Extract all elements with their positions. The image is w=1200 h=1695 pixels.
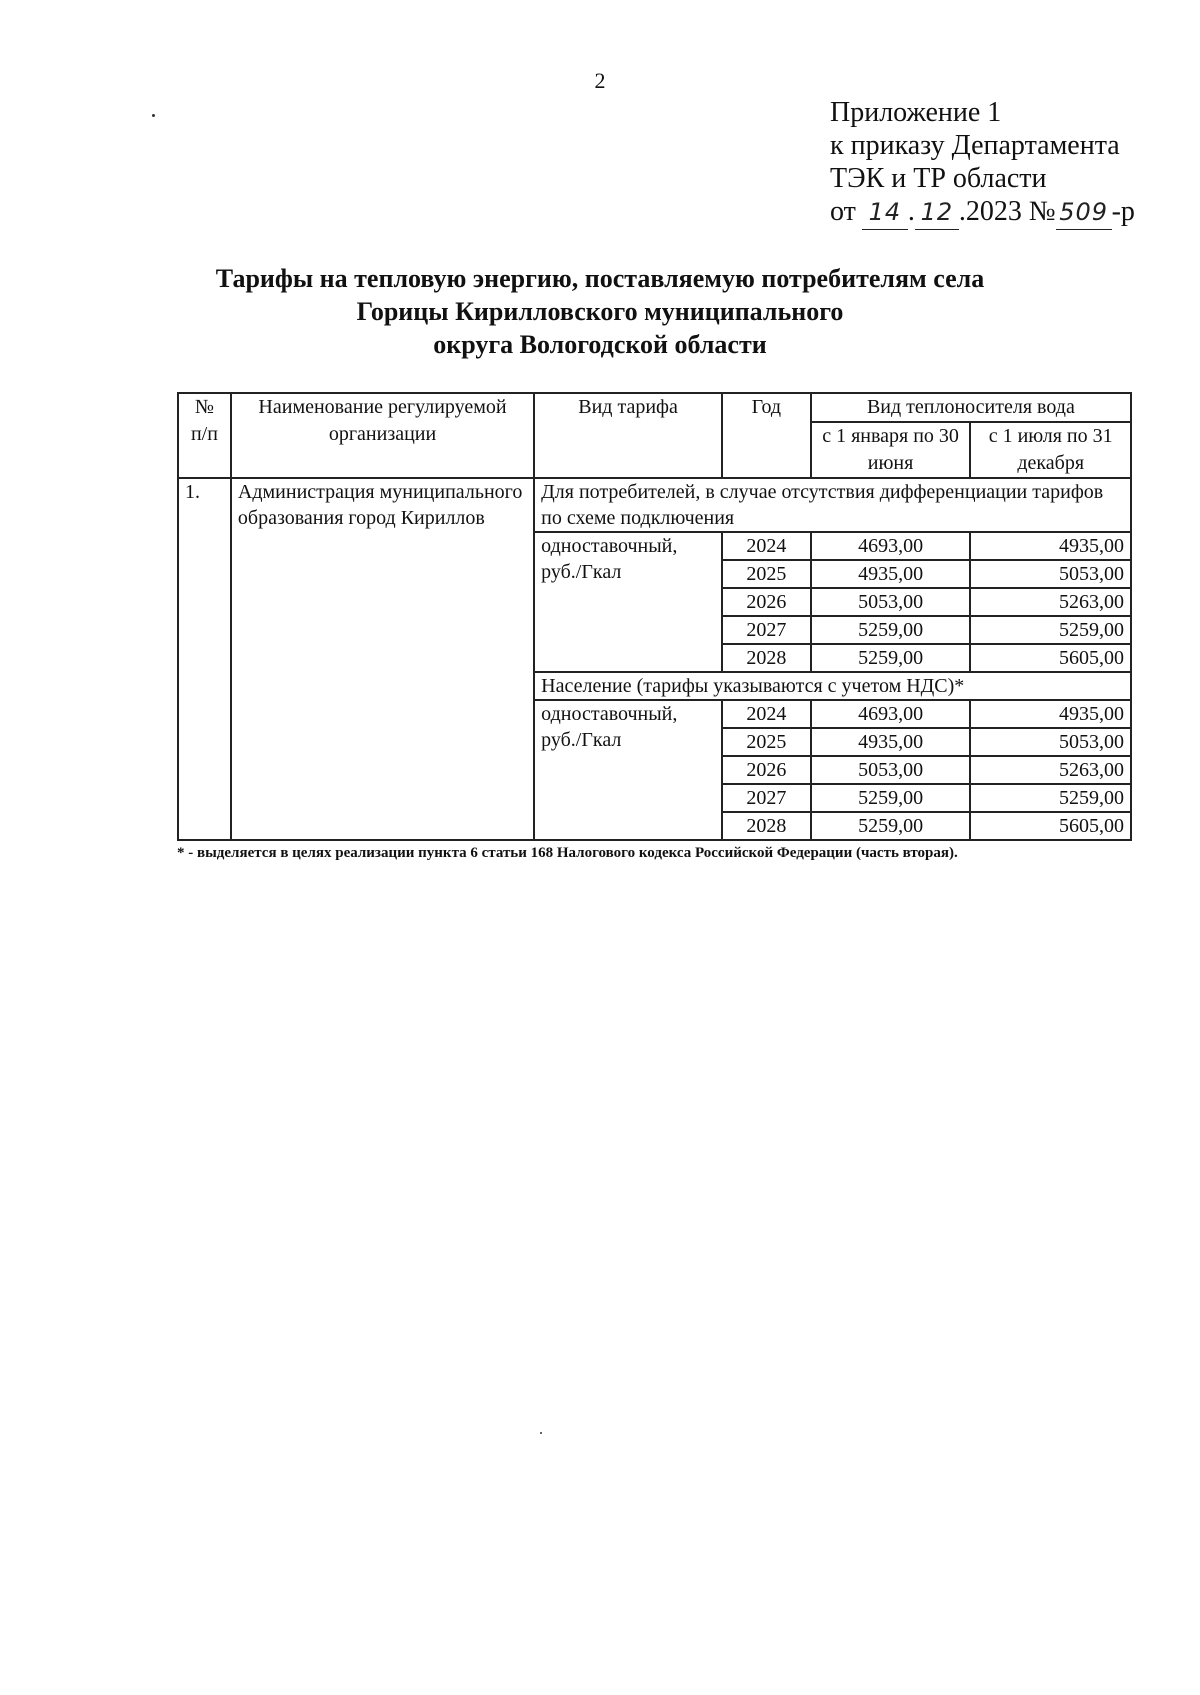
tariff-h1-cell: 5259,00 — [811, 812, 971, 840]
header-num: № п/п — [178, 393, 231, 478]
title-line-3: округа Вологодской области — [433, 330, 767, 359]
date-separator: . — [907, 196, 915, 227]
date-year: .2023 — [958, 196, 1022, 227]
year-cell: 2025 — [722, 728, 811, 756]
document-title — [140, 262, 1060, 361]
group1-title-row — [178, 478, 1131, 532]
year-cell: 2027 — [722, 784, 811, 812]
header-heat-carrier: Вид теплоносителя вода — [811, 393, 1131, 422]
appendix-line-2: к приказу Департамента — [830, 130, 1120, 161]
tariff-h1-cell: 4693,00 — [811, 532, 971, 560]
group2-title: Население (тарифы указываются с учетом НДС)* — [534, 672, 1131, 700]
year-cell: 2024 — [722, 532, 811, 560]
tariff-h1-cell: 5259,00 — [811, 644, 971, 672]
date-prefix: от — [830, 196, 856, 227]
handwritten-month: 12 — [915, 196, 959, 230]
footnote: * - выделяется в целях реализации пункта 6 статьи 168 Налогового кодекса Российской Федерации (часть вторая). — [177, 845, 958, 861]
scan-speck — [540, 1432, 542, 1434]
appendix-date-line — [830, 195, 1135, 230]
year-cell: 2026 — [722, 588, 811, 616]
handwritten-number: 509 — [1056, 196, 1112, 230]
organization-name: Администрация муниципального образования город Кириллов — [231, 478, 534, 840]
appendix-header — [830, 96, 1135, 230]
tariff-h2-cell: 5263,00 — [970, 588, 1131, 616]
tariff-h1-cell: 4935,00 — [811, 560, 971, 588]
header-period-1: с 1 января по 30 июня — [811, 422, 971, 478]
year-cell: 2027 — [722, 616, 811, 644]
group1-title: Для потребителей, в случае отсутствия дифференциации тарифов по схеме подключения — [534, 478, 1131, 532]
title-line-2: Горицы Кирилловского муниципального — [356, 297, 844, 326]
tariff-h1-cell: 4693,00 — [811, 700, 971, 728]
handwritten-day: 14 — [862, 196, 908, 230]
title-line-1: Тарифы на тепловую энергию, поставляемую потребителям села — [215, 264, 985, 293]
tariff-h1-cell: 5259,00 — [811, 616, 971, 644]
tariff-h2-cell: 5053,00 — [970, 560, 1131, 588]
tariff-h1-cell: 5259,00 — [811, 784, 971, 812]
tariff-table — [177, 392, 1132, 841]
group1-tariff-type: одноставочный, руб./Гкал — [534, 532, 722, 672]
tariff-h2-cell: 5605,00 — [970, 644, 1131, 672]
tariff-h2-cell: 5263,00 — [970, 756, 1131, 784]
group2-tariff-type: одноставочный, руб./Гкал — [534, 700, 722, 840]
tariff-h2-cell: 5259,00 — [970, 784, 1131, 812]
tariff-h1-cell: 4935,00 — [811, 728, 971, 756]
header-row — [178, 393, 1131, 422]
number-suffix: -р — [1111, 196, 1135, 227]
tariff-h2-cell: 4935,00 — [970, 700, 1131, 728]
tariff-h1-cell: 5053,00 — [811, 756, 971, 784]
header-organization: Наименование регулируемой организации — [231, 393, 534, 478]
row-number: 1. — [178, 478, 231, 840]
year-cell: 2028 — [722, 644, 811, 672]
appendix-line-1: Приложение 1 — [830, 97, 1002, 128]
appendix-line-3: ТЭК и ТР области — [830, 163, 1047, 194]
tariff-h2-cell: 5259,00 — [970, 616, 1131, 644]
tariff-h2-cell: 5053,00 — [970, 728, 1131, 756]
year-cell: 2028 — [722, 812, 811, 840]
year-cell: 2024 — [722, 700, 811, 728]
year-cell: 2025 — [722, 560, 811, 588]
header-period-2: с 1 июля по 31 декабря — [970, 422, 1131, 478]
tariff-h1-cell: 5053,00 — [811, 588, 971, 616]
tariff-h2-cell: 4935,00 — [970, 532, 1131, 560]
year-cell: 2026 — [722, 756, 811, 784]
page-number: 2 — [594, 68, 606, 93]
scan-speck — [152, 114, 155, 117]
header-year: Год — [722, 393, 811, 478]
number-prefix: № — [1028, 196, 1056, 227]
header-tariff-type: Вид тарифа — [534, 393, 722, 478]
tariff-h2-cell: 5605,00 — [970, 812, 1131, 840]
